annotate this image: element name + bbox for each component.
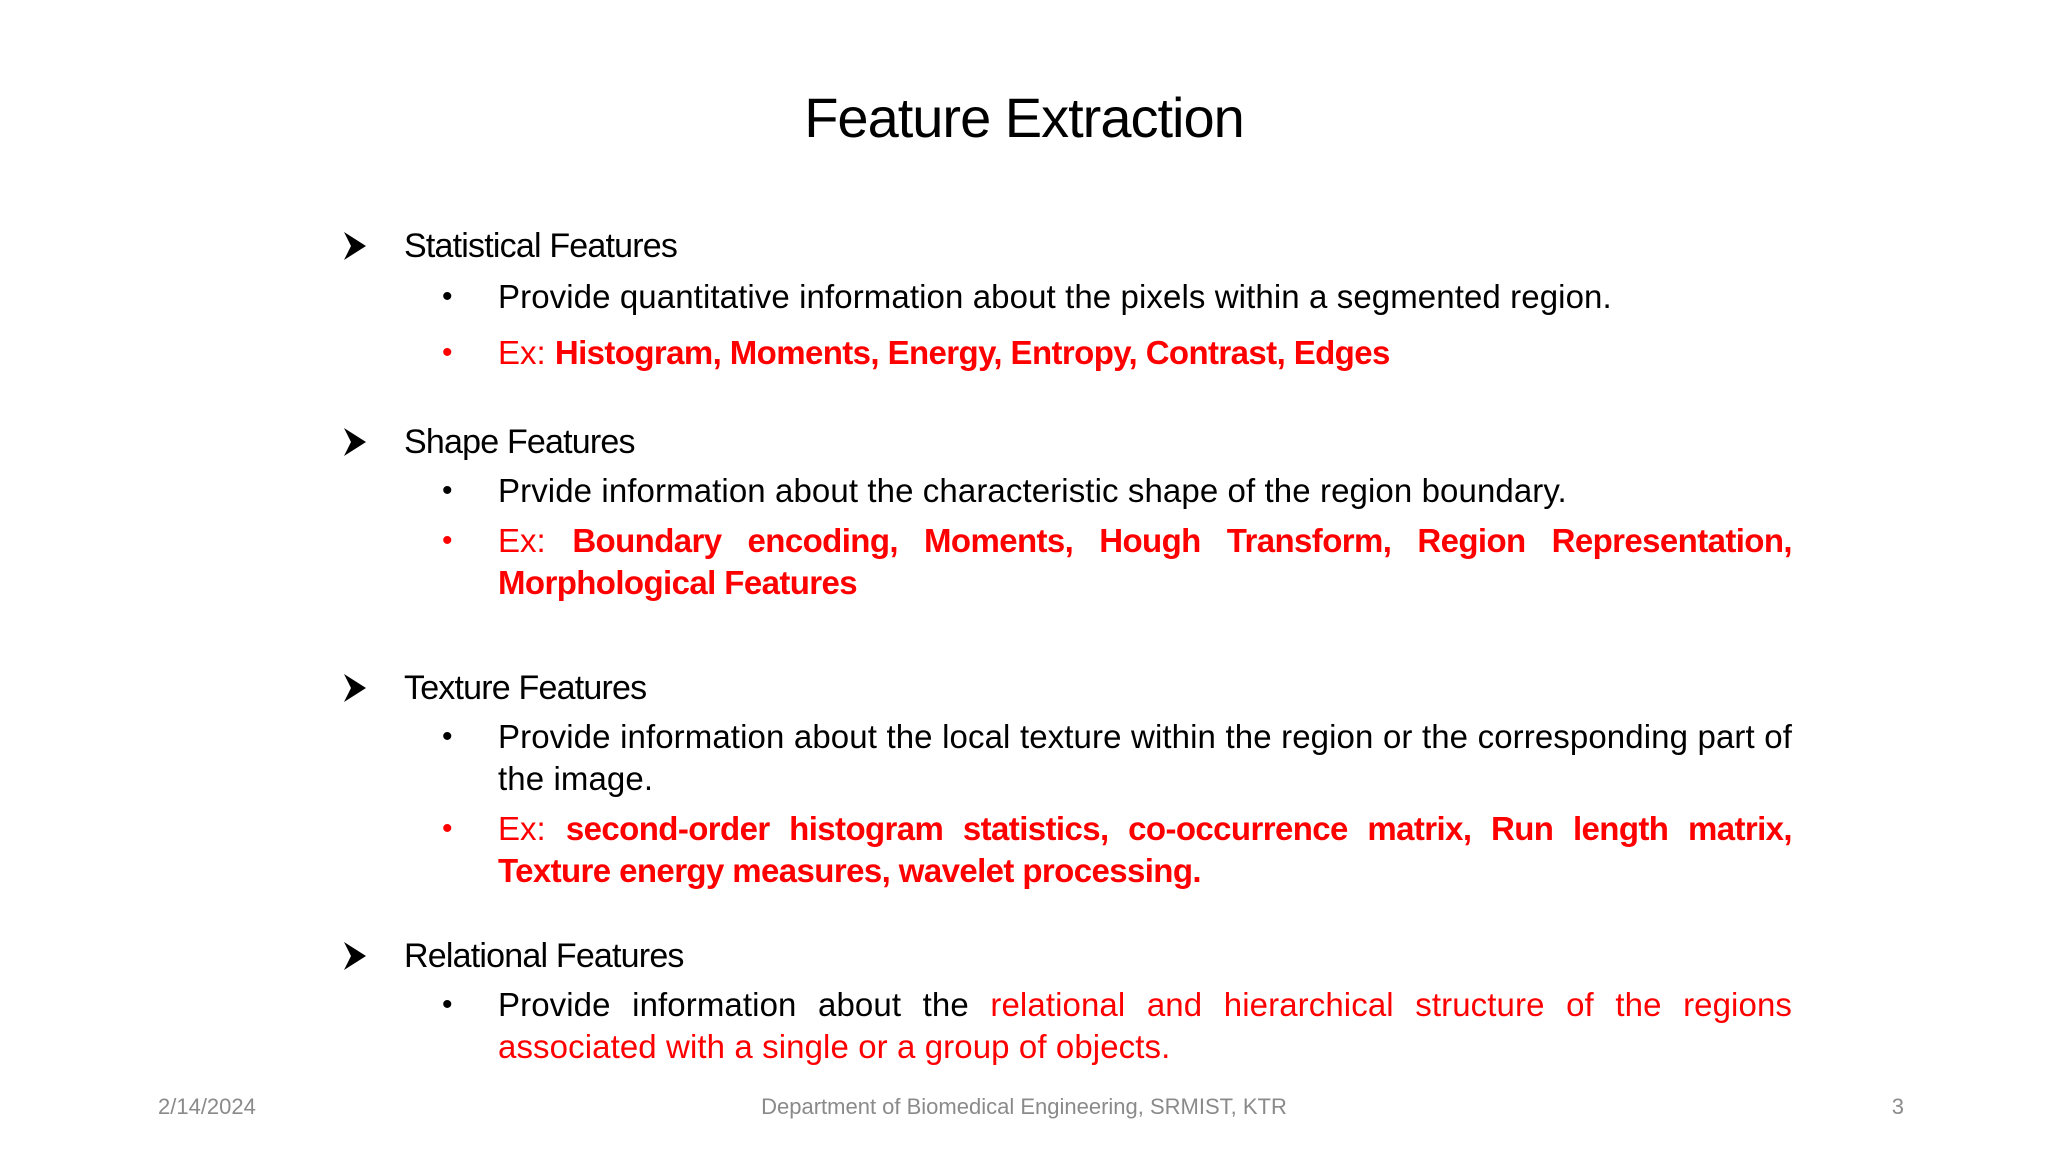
example-text: Boundary encoding, Moments, Hough Transform, Region Representation, Morphological Features bbox=[498, 522, 1792, 601]
bullet-dot-icon: • bbox=[442, 720, 453, 753]
footer-date: 2/14/2024 bbox=[158, 1094, 256, 1119]
section-texture-features bbox=[342, 664, 1792, 892]
section-heading bbox=[342, 932, 1792, 980]
bullet-text: Prvide information about the characteristic shape of the region boundary. bbox=[498, 472, 1567, 509]
section-heading bbox=[342, 222, 1792, 270]
footer-department: Department of Biomedical Engineering, SRMIST, KTR bbox=[761, 1094, 1287, 1119]
highlight-text: relational and hierarchical structure of the regions associated with a single or a group of objects. bbox=[498, 986, 1792, 1065]
list-item bbox=[342, 470, 1792, 512]
example-prefix: Ex: bbox=[498, 334, 555, 371]
bullet-text: Provide information about the bbox=[498, 986, 991, 1023]
bullet-text: Provide information about the local texture within the region or the corresponding part of the image. bbox=[498, 718, 1792, 797]
section-shape-features bbox=[342, 418, 1792, 604]
bullet-dot-icon: • bbox=[442, 280, 453, 313]
section-heading-text: Texture Features bbox=[404, 669, 647, 707]
list-item bbox=[342, 716, 1792, 800]
arrow-bullet-icon bbox=[342, 424, 368, 460]
section-heading bbox=[342, 664, 1792, 712]
bullet-text: Provide quantitative information about the pixels within a segmented region. bbox=[498, 278, 1612, 315]
list-item bbox=[342, 276, 1792, 318]
section-heading-text: Shape Features bbox=[404, 423, 635, 461]
bullet-dot-icon: • bbox=[442, 474, 453, 507]
arrow-bullet-icon bbox=[342, 670, 368, 706]
bullet-dot-icon: • bbox=[442, 336, 453, 369]
list-item bbox=[342, 520, 1792, 604]
section-heading bbox=[342, 418, 1792, 466]
list-item bbox=[342, 808, 1792, 892]
bullet-dot-icon: • bbox=[442, 524, 453, 557]
footer-page-number: 3 bbox=[1891, 1094, 1904, 1119]
section-heading-text: Relational Features bbox=[404, 937, 684, 975]
list-item bbox=[342, 984, 1792, 1068]
arrow-bullet-icon bbox=[342, 228, 368, 264]
example-prefix: Ex: bbox=[498, 810, 566, 847]
example-prefix: Ex: bbox=[498, 522, 573, 559]
section-relational-features bbox=[342, 932, 1792, 1068]
slide-title: Feature Extraction bbox=[804, 86, 1244, 149]
bullet-dot-icon: • bbox=[442, 988, 453, 1021]
section-heading-text: Statistical Features bbox=[404, 227, 678, 265]
example-text: Histogram, Moments, Energy, Entropy, Contrast, Edges bbox=[554, 334, 1390, 371]
example-text: second-order histogram statistics, co-occurrence matrix, Run length matrix, Texture energy measures, wavelet processing. bbox=[498, 810, 1792, 889]
list-item bbox=[342, 332, 1792, 374]
bullet-dot-icon: • bbox=[442, 812, 453, 845]
arrow-bullet-icon bbox=[342, 938, 368, 974]
section-statistical-features bbox=[342, 222, 1792, 374]
